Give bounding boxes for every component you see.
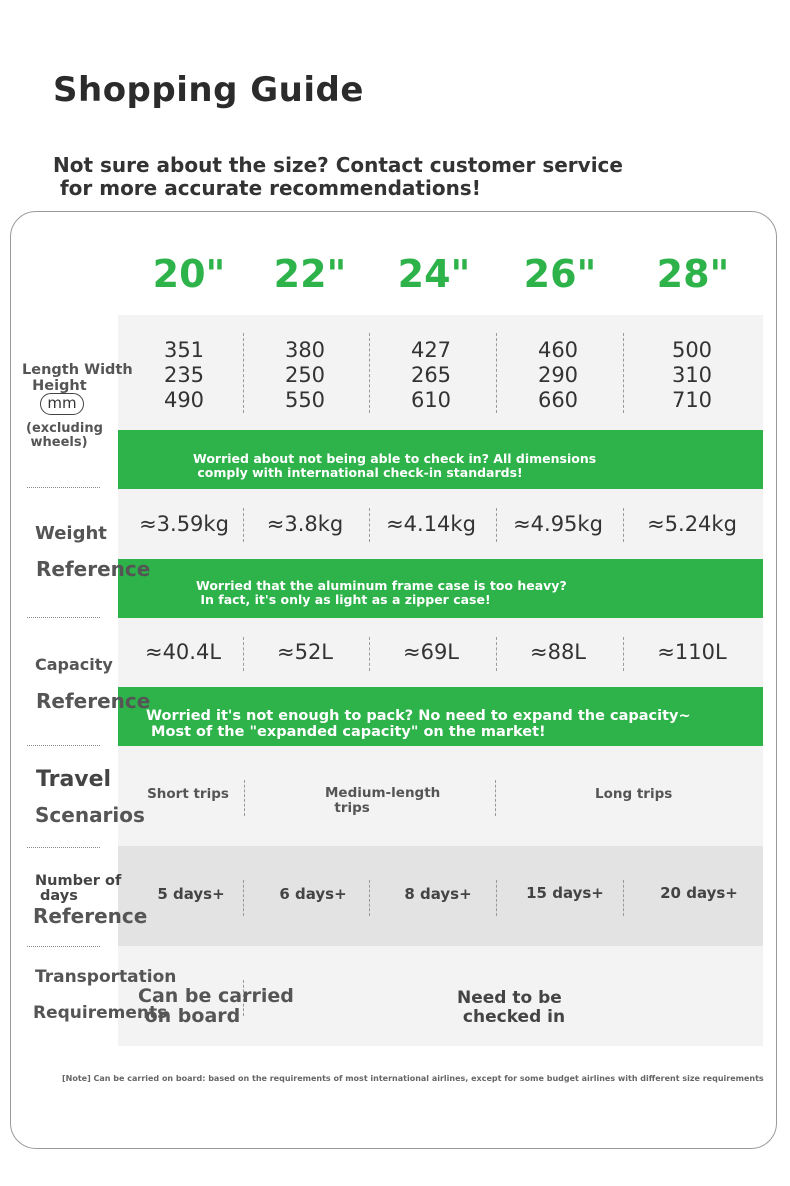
height-value: 610 (410, 388, 452, 412)
row-divider (27, 617, 100, 618)
width-value: 290 (537, 363, 579, 387)
scenario-long: Long trips (595, 786, 673, 802)
weight-cell-24: ≈4.14kg (386, 512, 476, 536)
travel-label-line-1: Travel (36, 767, 112, 792)
row-divider (27, 487, 100, 488)
size-header-20: 20" (152, 252, 226, 296)
dimensions-label-line-2: Height (32, 378, 87, 394)
days-cell-28: 20 days+ (660, 884, 738, 902)
capacity-cell-24: ≈69L (402, 640, 460, 664)
length-value: 351 (163, 338, 205, 362)
column-divider (495, 780, 496, 816)
row-divider (27, 946, 100, 947)
capacity-label-line-1: Capacity (35, 655, 113, 674)
column-divider (623, 333, 624, 413)
dimensions-label (22, 362, 133, 394)
dimensions-cell-26 (496, 338, 620, 413)
transport-label-line-2: Requirements (33, 1003, 168, 1023)
footnote: [Note] Can be carried on board: based on the requirements of most international airlines, except for some budget airlines with different size requirements (62, 1074, 764, 1083)
capacity-cell-26: ≈88L (529, 640, 587, 664)
size-header-26: 26" (523, 252, 597, 296)
subtitle-line-1: Not sure about the size? Contact customer service (53, 153, 623, 177)
dimensions-cell-20 (122, 338, 246, 413)
weight-banner: Worried that the aluminum frame case is too heavy? In fact, it's only as light as a zipper case! (118, 559, 763, 618)
length-value: 500 (671, 338, 713, 362)
transport-checked: Need to be checked in (457, 988, 566, 1027)
weight-label-line-1: Weight (35, 523, 107, 544)
weight-cell-22: ≈3.8kg (266, 512, 344, 536)
column-divider (623, 508, 624, 542)
row-divider (27, 847, 100, 848)
width-value: 250 (284, 363, 326, 387)
weight-label-line-2: Reference (36, 557, 151, 581)
height-value: 490 (163, 388, 205, 412)
travel-label-line-2: Scenarios (35, 803, 145, 827)
scenario-short: Short trips (147, 786, 229, 802)
days-label-line-1: Number of days (35, 873, 122, 904)
dimensions-label-line-1: Length Width (22, 362, 133, 378)
capacity-cell-20: ≈40.4L (144, 640, 222, 664)
dimensions-note: (excluding wheels) (26, 421, 103, 450)
capacity-banner: Worried it's not enough to pack? No need to expand the capacity~ Most of the "expanded capacity" on the market! (118, 687, 763, 746)
subtitle-line-2: for more accurate recommendations! (53, 176, 481, 200)
unit-badge: mm (40, 393, 84, 415)
height-value: 550 (284, 388, 326, 412)
dimensions-cell-22 (243, 338, 367, 413)
weight-cell-20: ≈3.59kg (139, 512, 229, 536)
days-cell-26: 15 days+ (526, 884, 604, 902)
days-cell-20: 5 days+ (157, 885, 225, 903)
length-value: 460 (537, 338, 579, 362)
width-value: 265 (410, 363, 452, 387)
dimensions-cell-24 (369, 338, 493, 413)
transport-label-line-1: Transportation (35, 967, 177, 987)
capacity-cell-28: ≈110L (657, 640, 727, 664)
scenario-medium: Medium-length trips (325, 785, 441, 816)
size-header-28: 28" (656, 252, 730, 296)
weight-cell-28: ≈5.24kg (647, 512, 737, 536)
height-value: 710 (671, 388, 713, 412)
width-value: 310 (671, 363, 713, 387)
length-value: 380 (284, 338, 326, 362)
row-divider (27, 745, 100, 746)
page-subtitle (53, 154, 623, 200)
transport-carry-on: Can be carried on board (138, 985, 294, 1027)
width-value: 235 (163, 363, 205, 387)
days-cell-22: 6 days+ (279, 885, 347, 903)
dimensions-cell-28 (630, 338, 754, 413)
column-divider (623, 637, 624, 671)
weight-cell-26: ≈4.95kg (513, 512, 603, 536)
days-cell-24: 8 days+ (404, 885, 472, 903)
height-value: 660 (537, 388, 579, 412)
size-header-24: 24" (397, 252, 471, 296)
length-value: 427 (410, 338, 452, 362)
days-label-line-2: Reference (33, 904, 148, 928)
checkin-banner: Worried about not being able to check in? All dimensions comply with international check-in standards! (118, 430, 763, 489)
capacity-label-line-2: Reference (36, 689, 151, 713)
capacity-cell-22: ≈52L (276, 640, 334, 664)
size-header-22: 22" (273, 252, 347, 296)
page-title: Shopping Guide (53, 70, 364, 110)
